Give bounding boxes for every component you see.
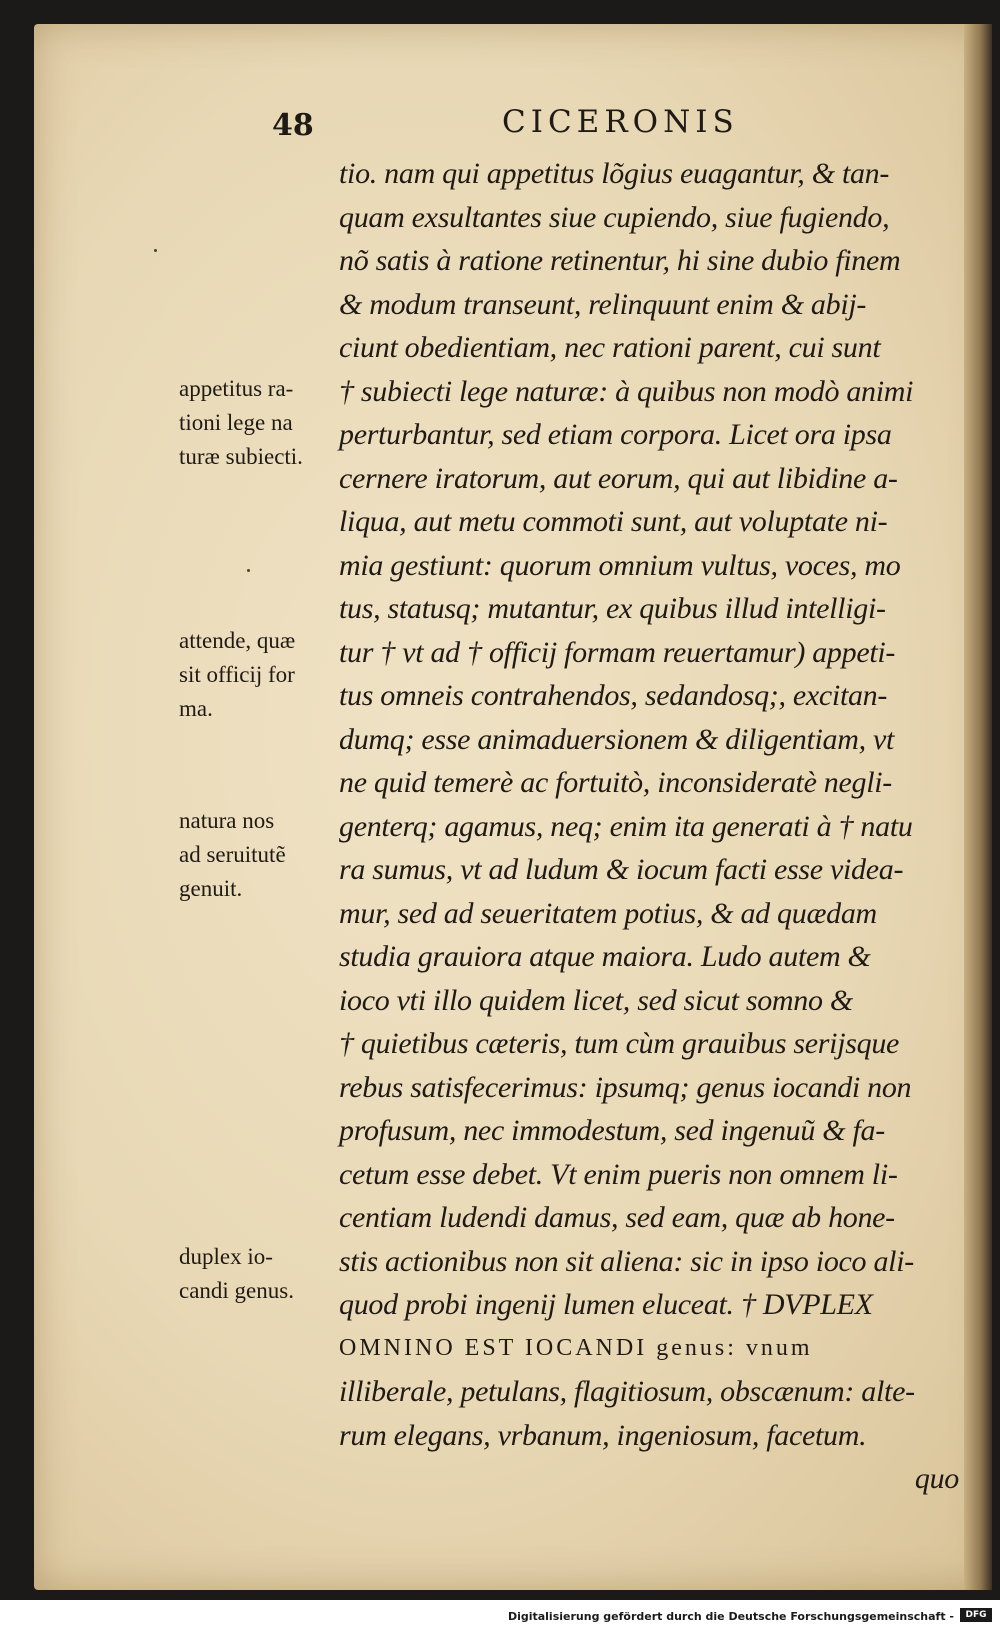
margin-note bbox=[179, 804, 286, 906]
margin-note-line: turæ subiecti. bbox=[179, 444, 303, 469]
dfg-logo: DFG bbox=[960, 1608, 992, 1622]
text-line: genterq; agamus, neq; enim ita generati à † natu bbox=[339, 809, 913, 843]
text-line: perturbantur, sed etiam corpora. Licet ora ipsa bbox=[339, 418, 892, 451]
text-line: cernere iratorum, aut eorum, qui aut libidine a- bbox=[339, 461, 898, 495]
text-line: tur † vt ad † officij formam reuertamur) appeti- bbox=[339, 635, 896, 669]
text-line: & modum transeunt, relinquunt enim & abij- bbox=[339, 287, 867, 321]
book-page bbox=[34, 24, 992, 1590]
text-line: stis actionibus non sit aliena: sic in ipso ioco ali- bbox=[339, 1244, 914, 1278]
text-line: mia gestiunt: quorum omnium vultus, voces, mo bbox=[339, 548, 901, 582]
text-line: dumq; esse animaduersionem & diligentiam, vt bbox=[339, 722, 895, 756]
text-line: mur, sed ad seueritatem potius, & ad quædam bbox=[339, 896, 877, 930]
body-text bbox=[339, 152, 959, 1501]
text-line: liqua, aut metu commoti sunt, aut voluptate ni- bbox=[339, 505, 888, 538]
text-line: ciunt obedientiam, nec rationi parent, cui sunt bbox=[339, 331, 881, 364]
text-line: centiam ludendi damus, sed eam, quæ ab hone- bbox=[339, 1201, 895, 1234]
text-line: tio. nam qui appetitus lõgius euagantur, & tan- bbox=[339, 157, 890, 190]
text-line: tus omneis contrahendos, sedandosq;, excitan- bbox=[339, 679, 888, 712]
margin-note-line: attende, quæ bbox=[179, 628, 296, 653]
text-line: tus, statusq; mutantur, ex quibus illud intelligi- bbox=[339, 592, 886, 625]
digitization-footer bbox=[0, 1600, 1000, 1646]
text-line: illiberale, petulans, flagitiosum, obscænum: alte- bbox=[339, 1375, 915, 1408]
text-line: ne quid temerè ac fortuitò, inconsideratè negli- bbox=[339, 766, 892, 799]
margin-note-line: duplex io- bbox=[179, 1244, 273, 1269]
margin-note-line: sit officij for bbox=[179, 662, 295, 687]
text-line: ioco vti illo quidem licet, sed sicut somno & bbox=[339, 983, 853, 1017]
margin-note-line: appetitus ra- bbox=[179, 376, 294, 401]
text-line: quod probi ingenij lumen eluceat. † DVPLEX bbox=[339, 1288, 873, 1321]
page-edge bbox=[964, 24, 992, 1590]
text-line: rum elegans, vrbanum, ingeniosum, facetum. bbox=[339, 1418, 867, 1452]
ink-speck bbox=[247, 569, 250, 572]
text-line: nõ satis à ratione retinentur, hi sine dubio finem bbox=[339, 244, 901, 277]
margin-note-line: tioni lege na bbox=[179, 410, 293, 435]
text-line: studia grauiora atque maiora. Ludo autem & bbox=[339, 940, 871, 973]
text-line: rebus satisfecerimus: ipsumq; genus iocandi non bbox=[339, 1070, 912, 1104]
margin-note-line: genuit. bbox=[179, 876, 243, 901]
page-number: 48 bbox=[272, 108, 314, 143]
catchword: quo bbox=[914, 1462, 959, 1495]
margin-note-line: ma. bbox=[179, 696, 213, 721]
text-line: quam exsultantes siue cupiendo, siue fugiendo, bbox=[339, 200, 890, 234]
running-title: CICERONIS bbox=[502, 104, 739, 140]
text-line: ra sumus, vt ad ludum & iocum facti esse videa- bbox=[339, 853, 904, 886]
margin-note-line: ad seruitutẽ bbox=[179, 842, 286, 867]
ink-speck bbox=[154, 249, 157, 252]
margin-note bbox=[179, 372, 303, 474]
margin-note-line: candi genus. bbox=[179, 1278, 294, 1303]
margin-note bbox=[179, 1240, 294, 1308]
text-line: OMNINO EST IOCANDI genus: vnum bbox=[339, 1334, 813, 1361]
margin-note bbox=[179, 624, 295, 726]
text-line: profusum, nec immodestum, sed ingenuũ & fa- bbox=[339, 1114, 885, 1147]
text-line: † quietibus cæteris, tum cùm grauibus serijsque bbox=[339, 1027, 900, 1060]
text-line: † subiecti lege naturæ: à quibus non modò animi bbox=[339, 374, 914, 408]
margin-note-line: natura nos bbox=[179, 808, 275, 833]
funding-credit: Digitalisierung gefördert durch die Deutsche Forschungsgemeinschaft - bbox=[507, 1610, 954, 1623]
text-line: cetum esse debet. Vt enim pueris non omnem li- bbox=[339, 1157, 898, 1191]
page-header bbox=[34, 104, 992, 154]
